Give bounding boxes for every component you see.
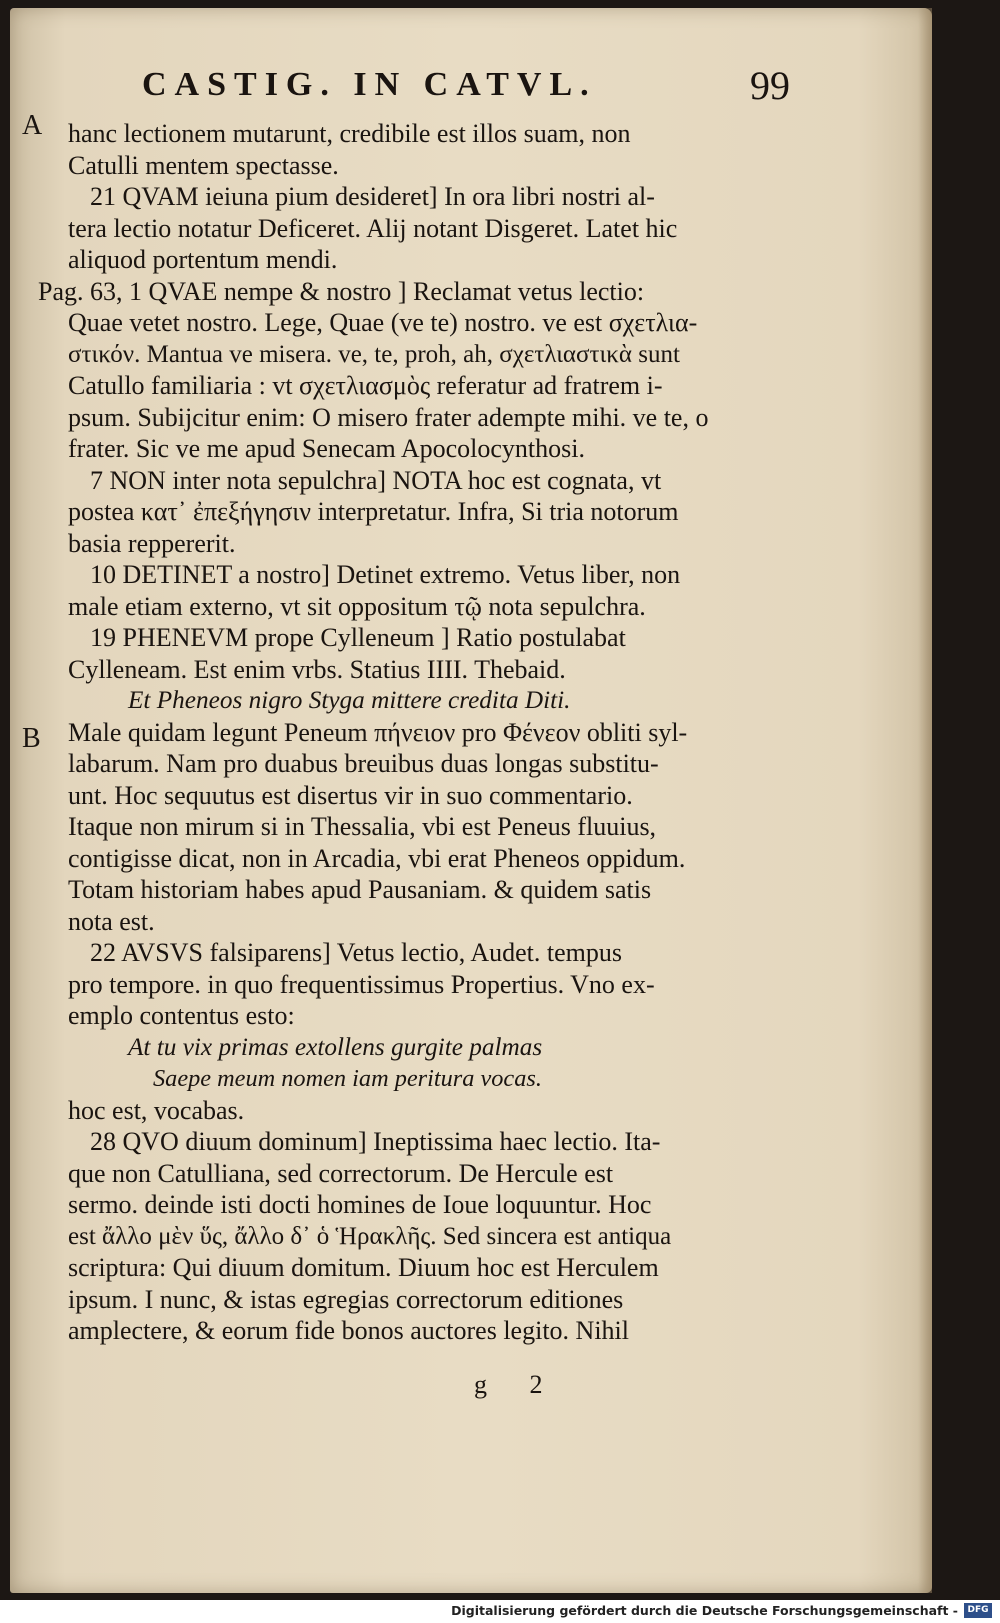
- text-line: 19 PHENEVM prope Cylleneum ] Ratio postulabat: [90, 623, 626, 652]
- text-line: postea κατ᾽ ἐπεξήγησιν interpretatur. Infra, Si tria notorum: [68, 497, 679, 526]
- text-line: Quae vetet nostro. Lege, Quae (ve te) nostro. ve est σχετλια-: [68, 308, 698, 337]
- text-line: Catulli mentem spectasse.: [68, 150, 339, 180]
- text-line: est ἄλλο μὲν ὕς, ἄλλο δ᾽ ὁ Ἡρακλῆς. Sed sincera est antiqua: [68, 1222, 672, 1250]
- text-line: Catullo familiaria : vt σχετλιασμὸς referatur ad fratrem i-: [68, 371, 663, 400]
- text-line: Itaque non mirum si in Thessalia, vbi est Peneus fluuius,: [68, 812, 657, 841]
- text-line: hoc est, vocabas.: [68, 1095, 245, 1125]
- verse-line: Saepe meum nomen iam peritura vocas.: [153, 1065, 542, 1092]
- text-line: Cylleneam. Est enim vrbs. Statius IIII. Thebaid.: [68, 654, 566, 684]
- page-edge-shadow: [918, 8, 932, 1593]
- text-line: contigisse dicat, non in Arcadia, vbi erat Pheneos oppidum.: [68, 843, 686, 873]
- text-line: unt. Hoc sequutus est disertus vir in suo commentario.: [68, 780, 633, 810]
- margin-marker-a: A: [22, 110, 43, 141]
- text-line: psum. Subijcitur enim: O misero frater adempte mihi. ve te, o: [68, 402, 709, 432]
- text-line: emplo contentus esto:: [68, 1001, 295, 1030]
- text-line: ipsum. I nunc, & istas egregias correctorum editiones: [68, 1284, 624, 1314]
- text-line: στικόν. Mantua ve misera. ve, te, proh, ah, σχετλιαστικὰ sunt: [68, 340, 680, 368]
- dfg-logo: DFG: [964, 1603, 992, 1618]
- text-line: tera lectio notatur Deficeret. Alij notant Disgeret. Latet hic: [68, 213, 678, 243]
- text-line: male etiam externo, vt sit oppositum τῷ nota sepulchra.: [68, 591, 646, 621]
- page-number: 99: [750, 63, 790, 108]
- verse-line: At tu vix primas extollens gurgite palmas: [128, 1032, 543, 1061]
- text-line: hanc lectionem mutarunt, credibile est illos suam, non: [68, 119, 631, 148]
- funding-notice: Digitalisierung gefördert durch die Deutsche Forschungsgemeinschaft -: [451, 1603, 958, 1618]
- text-line: amplectere, & eorum fide bonos auctores legito. Nihil: [68, 1316, 629, 1345]
- text-line: sermo. deinde isti docti homines de Ioue loquuntur. Hoc: [68, 1190, 652, 1219]
- text-line: labarum. Nam pro duabus breuibus duas longas substitu-: [68, 749, 659, 778]
- text-line: scriptura: Qui diuum domitum. Diuum hoc est Herculem: [68, 1253, 659, 1282]
- digitization-footer: [0, 1600, 1000, 1623]
- margin-marker-b: B: [22, 723, 41, 754]
- text-line: nota est.: [68, 906, 155, 936]
- signature-mark: g 2: [474, 1370, 561, 1399]
- text-line: Totam historiam habes apud Pausaniam. & quidem satis: [68, 875, 652, 904]
- text-line: 7 NON inter nota sepulchra] NOTA hoc est cognata, vt: [90, 465, 662, 495]
- text-line: 22 AVSVS falsiparens] Vetus lectio, Audet. tempus: [90, 938, 623, 967]
- text-line: pro tempore. in quo frequentissimus Propertius. Vno ex-: [68, 969, 655, 999]
- page-header: [130, 58, 790, 118]
- body-text: [38, 118, 768, 1347]
- text-line: Male quidam legunt Peneum πήνειον pro Φένεον obliti syl-: [68, 717, 688, 747]
- text-line: que non Catulliana, sed correctorum. De Hercule est: [68, 1158, 614, 1188]
- text-line: 10 DETINET a nostro] Detinet extremo. Vetus liber, non: [90, 560, 681, 589]
- verse-line: Et Pheneos nigro Styga mittere credita Diti.: [128, 686, 571, 714]
- text-line: aliquod portentum mendi.: [68, 245, 338, 274]
- text-line: frater. Sic ve me apud Senecam Apocolocynthosi.: [68, 434, 585, 463]
- running-title: CASTIG. IN CATVL.: [142, 66, 597, 103]
- text-line: 28 QVO diuum dominum] Ineptissima haec lectio. Ita-: [90, 1127, 661, 1156]
- text-line: basia reppererit.: [68, 528, 236, 558]
- text-line: Pag. 63, 1 QVAE nempe & nostro ] Reclamat vetus lectio:: [38, 276, 645, 306]
- text-line: 21 QVAM ieiuna pium desideret] In ora libri nostri al-: [90, 182, 655, 211]
